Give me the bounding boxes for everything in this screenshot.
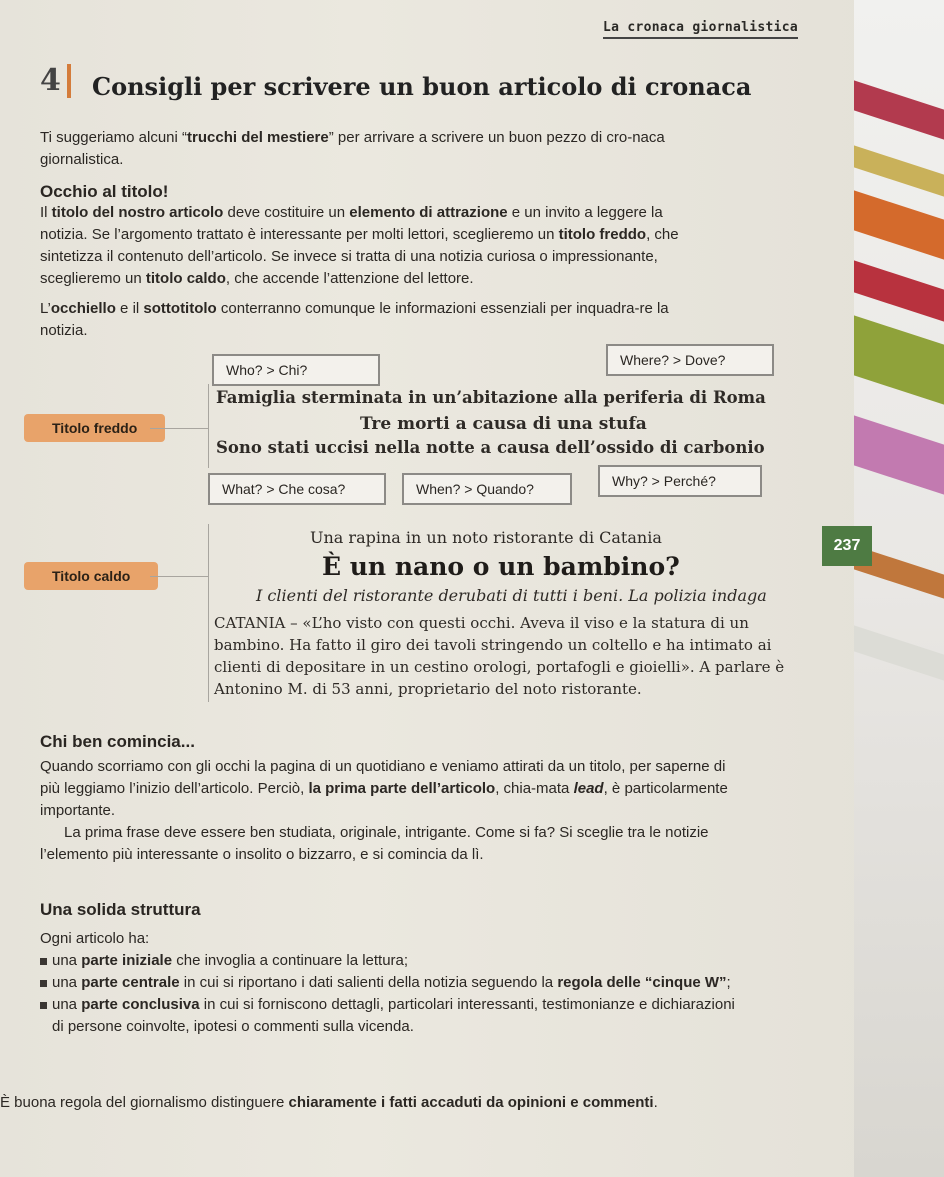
occhiello-caldo: Una rapina in un noto ristorante di Catania (310, 528, 662, 547)
decor-stripe (854, 80, 944, 139)
list-item (40, 994, 745, 1038)
occhio-paragraph (40, 202, 690, 290)
text: una (52, 974, 82, 991)
bold-text: titolo del nostro articolo (51, 204, 224, 221)
struttura-lead: Ogni articolo ha: (40, 930, 150, 947)
text: , chia-mata (495, 780, 574, 797)
bold-text: occhiello (50, 300, 116, 317)
text: L’ (40, 300, 51, 317)
text: e un invito a leggere la notizia. Se l’argomento trattato è interessante per molti lettori, sceglieremo un (40, 204, 663, 243)
occhiello-freddo: Famiglia sterminata in un’abitazione alla periferia di Roma (216, 388, 766, 407)
bold-text: regola delle “cinque W” (557, 974, 727, 991)
text: che invoglia a continuare la lettura; (172, 952, 409, 969)
text: e il (115, 300, 144, 317)
background-edge (854, 0, 944, 1177)
text: , è particolarmente importante. (40, 780, 728, 819)
occhiello-paragraph (40, 298, 700, 342)
decor-stripe (854, 145, 944, 196)
decor-stripe (854, 190, 944, 259)
heading-chi-ben: Chi ben comincia... (40, 732, 195, 751)
bold-text: parte iniziale (81, 952, 173, 969)
text: una (52, 996, 82, 1013)
article-body: CATANIA – «L’ho visto con questi occhi. Aveva il viso e la statura di un bambino. Ha fatto il giro dei tavoli stringendo un coltello e ha intimato ai clienti di depositare in un cestino orologi, portafogli e gioielli». A parlare è Antonino M. di 53 anni, proprietario del noto ristorante. (214, 614, 785, 698)
who-box: Who? > Chi? (212, 354, 380, 386)
divider (208, 384, 209, 468)
heading-occhio: Occhio al titolo! (40, 182, 169, 201)
label-titolo-freddo: Titolo freddo (24, 414, 165, 442)
list-item (40, 972, 745, 994)
section-number: 4 (40, 64, 71, 98)
text: , che sintetizza il contenuto dell’articolo. Se invece si tratta di una notizia curiosa o impressionante, sceglieremo un (40, 226, 679, 287)
connector-line (150, 428, 208, 429)
intro-text: ” per arrivare a scrivere un buon pezzo di cro-naca giornalistica. (40, 129, 665, 168)
heading-struttura: Una solida struttura (40, 900, 201, 919)
bold-text: la prima parte dell’articolo (308, 780, 496, 797)
bold-text: titolo caldo (145, 270, 226, 287)
chi-ben-paragraph (40, 756, 740, 822)
sottotitolo-freddo: Sono stati uccisi nella notte a causa dell’ossido di carbonio (216, 438, 765, 457)
list-item (40, 950, 745, 972)
bold-text: parte conclusiva (81, 996, 200, 1013)
what-box: What? > Che cosa? (208, 473, 386, 505)
connector-line (150, 576, 208, 577)
bold-text: titolo freddo (558, 226, 647, 243)
text: una (52, 952, 82, 969)
bold-text: elemento di attrazione (349, 204, 508, 221)
why-box: Why? > Perché? (598, 465, 762, 497)
when-box: When? > Quando? (402, 473, 572, 505)
sottotitolo-caldo: I clienti del ristorante derubati di tutti i beni. La polizia indaga (256, 586, 767, 605)
running-head: La cronaca giornalistica (603, 20, 798, 39)
text: Il (40, 204, 52, 221)
decor-stripe (854, 260, 944, 321)
bold-text: chiaramente i fatti accaduti da opinioni e commenti (288, 1094, 654, 1111)
where-box: Where? > Dove? (606, 344, 774, 376)
text: deve costituire un (223, 204, 350, 221)
label-titolo-caldo: Titolo caldo (24, 562, 158, 590)
intro-paragraph (40, 127, 695, 171)
titolo-caldo: È un nano o un bambino? (322, 552, 680, 581)
text: conterranno comunque le informazioni essenziali per inquadra-re la notizia. (40, 300, 669, 339)
decor-stripe (854, 625, 944, 680)
text: . (653, 1094, 658, 1111)
bold-text: lead (573, 780, 604, 797)
decor-stripe (854, 415, 944, 494)
chi-ben-paragraph-2: La prima frase deve essere ben studiata, originale, intrigante. Come si fa? Si sceglie tra le notizie l’elemento più interessante o insolito o bizzarro, e si comincia da lì. (40, 824, 709, 863)
closing-paragraph (0, 1092, 760, 1114)
decor-stripe (854, 315, 944, 404)
text: in cui si riportano i dati salienti della notizia seguendo la (179, 974, 558, 991)
section-title: Consigli per scrivere un buon articolo di cronaca (92, 72, 752, 101)
divider (208, 524, 209, 702)
intro-text: Ti suggeriamo alcuni “ (40, 129, 188, 146)
page-number: 237 (822, 526, 872, 566)
text: in cui si forniscono dettagli, particolari interessanti, testimonianze e dichiarazioni di persone coinvolte, ipotesi o commenti sulla vicenda. (52, 996, 735, 1035)
text: , che accende l’attenzione del lettore. (225, 270, 474, 287)
intro-bold: trucchi del mestiere (187, 129, 329, 146)
struttura-list (40, 950, 745, 1038)
bold-text: sottotitolo (143, 300, 217, 317)
text: Quando scorriamo con gli occhi la pagina di un quotidiano e veniamo attirati da un titolo, per saperne di più leggiamo l’inizio dell’articolo. Perciò, (40, 758, 726, 797)
titolo-freddo: Tre morti a causa di una stufa (360, 414, 647, 434)
bold-text: parte centrale (81, 974, 180, 991)
text: ; (726, 974, 731, 991)
text: È buona regola del giornalismo distinguere (0, 1094, 289, 1111)
